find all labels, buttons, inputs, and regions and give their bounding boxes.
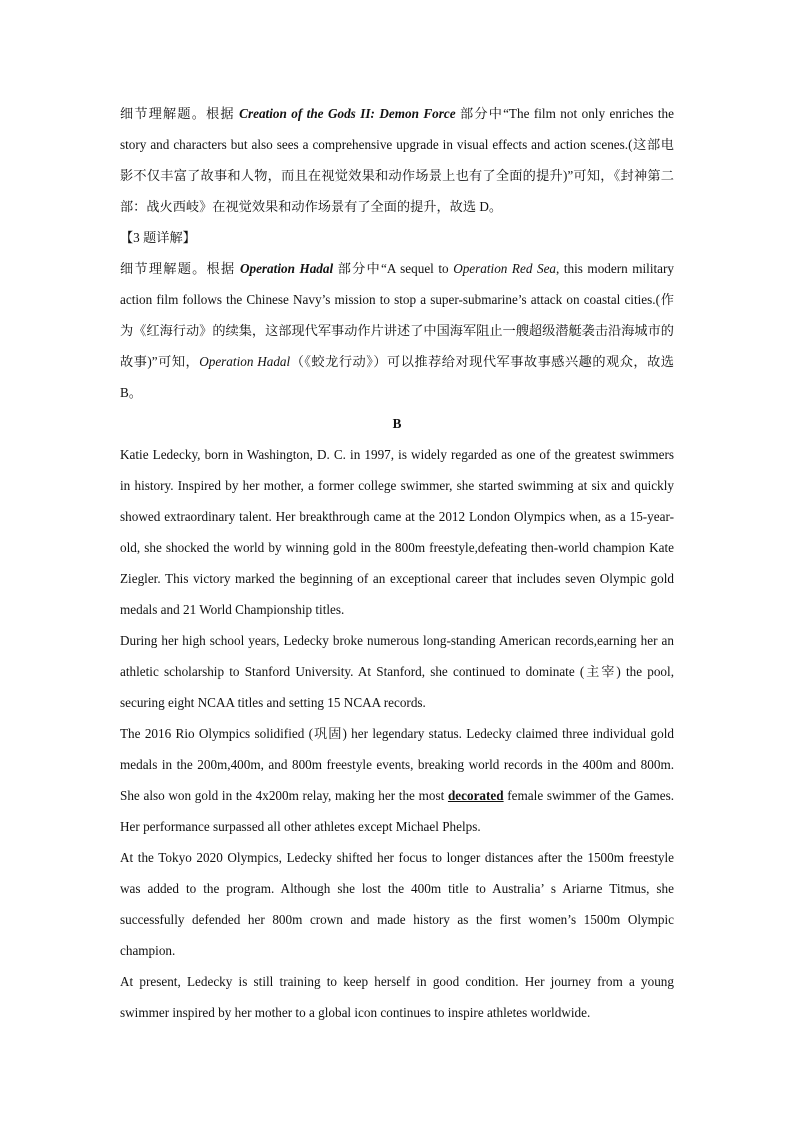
- film-title-operation-hadal-italic: Operation Hadal: [199, 354, 291, 369]
- answer-3-conclusion: （《蛟龙行动》）可以推荐给对现代军事故事感兴趣的观众，故选 B。: [120, 354, 674, 400]
- underlined-word-decorated: decorated: [447, 788, 504, 803]
- passage-paragraph-1: Katie Ledecky, born in Washington, D. C. in 1997, is widely regarded as one of the greatest swimmers in history. Inspired by her mother, a former college swimmer, she started swimming at six and quickly showed extraordinary talent. Her breakthrough came at the 2012 London Olympics when, as a 15-year-old, she shocked the world by winning gold in the 800m freestyle,defeating then-world champion Kate Ziegler. This victory marked the beginning of an exceptional career that includes seven Olympic gold medals and 21 World Championship titles.: [120, 447, 674, 617]
- answer-3-quote: , this modern military action film follows the Chinese Navy’s mission to stop a super-submarine’s attack on coastal cities.(作为《红海行动》的续集，这部现代军事动作片讲述了中国海军阻止一艘超级潜艇袭击沿海城市的故事)”可知，: [120, 261, 675, 369]
- passage-paragraph-4: At the Tokyo 2020 Olympics, Ledecky shifted her focus to longer distances after the 1500m freestyle was added to the program. Although she lost the 400m title to Australia’ s Ariarne Titmus, she successfully defended her 800m crown and made history as the first women’s 1500m Olympic champion.: [120, 850, 674, 958]
- page-content: [120, 98, 674, 1028]
- passage-paragraph-3: [120, 718, 674, 842]
- passage-paragraph-2: During her high school years, Ledecky broke numerous long-standing American records,earning her an athletic scholarship to Stanford University. At Stanford, she continued to dominate (主宰) the pool, securing eight NCAA titles and setting 15 NCAA records.: [120, 633, 674, 710]
- answer-2-explanation: [120, 98, 674, 222]
- section-label: B: [392, 416, 402, 431]
- passage-paragraph-3-start: The 2016 Rio Olympics solidified (巩固) her legendary status. Ledecky claimed three individual gold medals in the 200m,400m, and 800m freestyle events, breaking world records in the 400m and 800m. She also won gold in the 4x200m relay, making her the most: [120, 726, 674, 803]
- film-title-creation-of-the-gods: Creation of the Gods II: Demon Force: [239, 106, 456, 121]
- answer-2-text: 细节理解题。根据: [120, 106, 240, 121]
- passage-paragraph-5: At present, Ledecky is still training to keep herself in good condition. Her journey from a young swimmer inspired by her mother to a global icon continues to inspire athletes worldwide.: [120, 974, 674, 1020]
- passage-paragraph-3-end: female swimmer of the Games. Her performance surpassed all other athletes except Michael Phelps.: [120, 788, 674, 834]
- film-title-operation-hadal: Operation Hadal: [239, 261, 334, 276]
- answer-2-quote: 部分中“The film not only enriches the story and characters but also sees a comprehensive upgrade in visual effects and action scenes.(这部电影不仅丰富了故事和人物，而且在视觉效果和动作场景上也有了全面的提升)”可知，《封神第二部：战火西岐》在视觉效果和动作场景有了全面的提升，故选 D。: [120, 106, 674, 214]
- answer-3-quote-start: 部分中“A sequel to: [333, 261, 454, 276]
- question-3-heading: 【3 题详解】: [120, 230, 196, 245]
- film-title-operation-red-sea: Operation Red Sea: [453, 261, 557, 276]
- answer-3-explanation: [120, 253, 674, 408]
- answer-3-text: 细节理解题。根据: [120, 261, 240, 276]
